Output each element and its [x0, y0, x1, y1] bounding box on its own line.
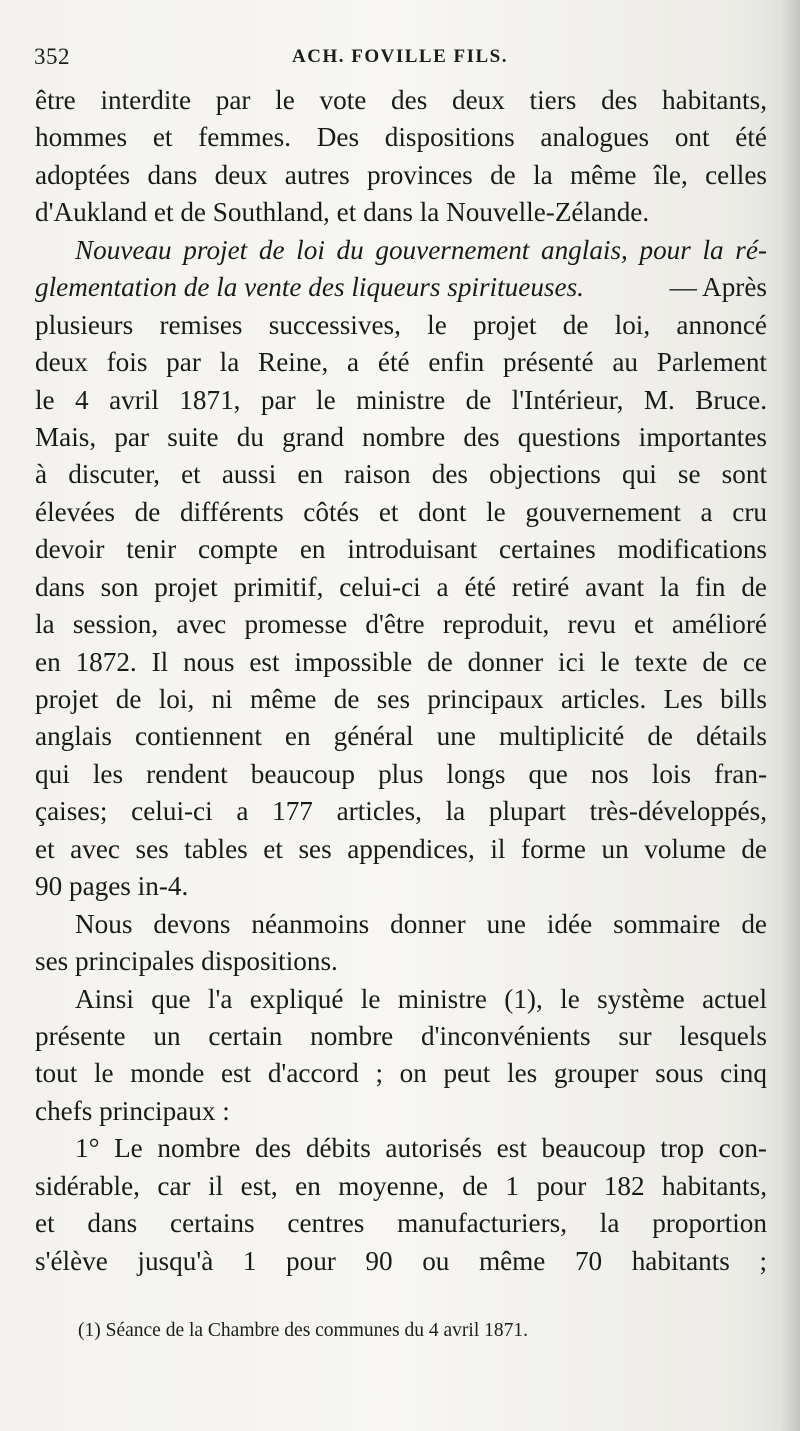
text-line: la session, avec promesse d'être reproduit, revu et amélioré — [35, 609, 767, 640]
text-line: projet de loi, ni même de ses principaux articles. Les bills — [35, 684, 767, 714]
text-line: plusieurs remises successives, le projet de loi, annoncé — [35, 309, 767, 340]
section-heading-line — [35, 269, 767, 306]
text-line: présente un certain nombre d'inconvénients sur lesquels — [35, 1020, 767, 1051]
text-line: d'Aukland et de Southland, et dans la Nouvelle-Zélande. — [35, 197, 650, 228]
text-line: et avec ses tables et ses appendices, il forme un volume de — [35, 833, 767, 864]
text-line: tout le monde est d'accord ; on peut les grouper sous cinq — [35, 1058, 767, 1089]
text-line: 1° Le nombre des débits autorisés est beaucoup trop con- — [75, 1133, 767, 1164]
text-line: élevées de différents côtés et dont le gouvernement a cru — [35, 496, 767, 527]
text-line: en 1872. Il nous est impossible de donner ici le texte de ce — [35, 646, 767, 677]
text-line: qui les rendent beaucoup plus longs que nos lois fran- — [35, 758, 767, 789]
page-header — [34, 44, 764, 74]
running-head: ACH. FOVILLE FILS. — [292, 46, 508, 67]
text-line: dans son projet primitif, celui-ci a été retiré avant la fin de — [35, 571, 767, 602]
text-line: et dans certains centres manufacturiers, la proportion — [35, 1208, 767, 1239]
text-line: 90 pages in-4. — [35, 871, 189, 902]
text-line: çaises; celui-ci a 177 articles, la plupart très-développés, — [35, 796, 767, 827]
body-text — [35, 82, 767, 1280]
page-number: 352 — [34, 44, 70, 69]
text-line: hommes et femmes. Des dispositions analogues ont été — [35, 122, 767, 153]
text-line: le 4 avril 1871, par le ministre de l'Intérieur, M. Bruce. — [35, 384, 767, 415]
page-edge-shadow — [780, 0, 800, 1431]
text-line: chefs principaux : — [35, 1095, 230, 1126]
text-line: s'élève jusqu'à 1 pour 90 ou même 70 habitants ; — [35, 1245, 767, 1276]
text-line: deux fois par la Reine, a été enfin présenté au Parlement — [35, 347, 767, 378]
section-heading-text: glementation de la vente des liqueurs spiritueuses. — [35, 272, 584, 303]
text-line: Mais, par suite du grand nombre des questions importantes — [35, 421, 767, 452]
text-line: ses principales dispositions. — [35, 946, 338, 977]
text-line: Nous devons néanmoins donner une idée sommaire de — [75, 908, 767, 939]
text-line: anglais contiennent en général une multiplicité de détails — [35, 721, 767, 752]
text-line: devoir tenir compte en introduisant certaines modifications — [35, 534, 767, 565]
text-line: adoptées dans deux autres provinces de la même île, celles — [35, 159, 767, 190]
text-fragment: — Après — [669, 272, 767, 303]
text-line: sidérable, car il est, en moyenne, de 1 pour 182 habitants, — [35, 1170, 767, 1201]
text-line: être interdite par le vote des deux tiers des habitants, — [35, 85, 767, 115]
footnote: (1) Séance de la Chambre des communes du 4 avril 1871. — [78, 1320, 528, 1341]
text-line: Ainsi que l'a expliqué le ministre (1), le système actuel — [75, 983, 767, 1014]
section-heading-line: Nouveau projet de loi du gouvernement anglais, pour la ré- — [75, 234, 767, 265]
text-line: à discuter, et aussi en raison des objections qui se sont — [35, 459, 767, 490]
